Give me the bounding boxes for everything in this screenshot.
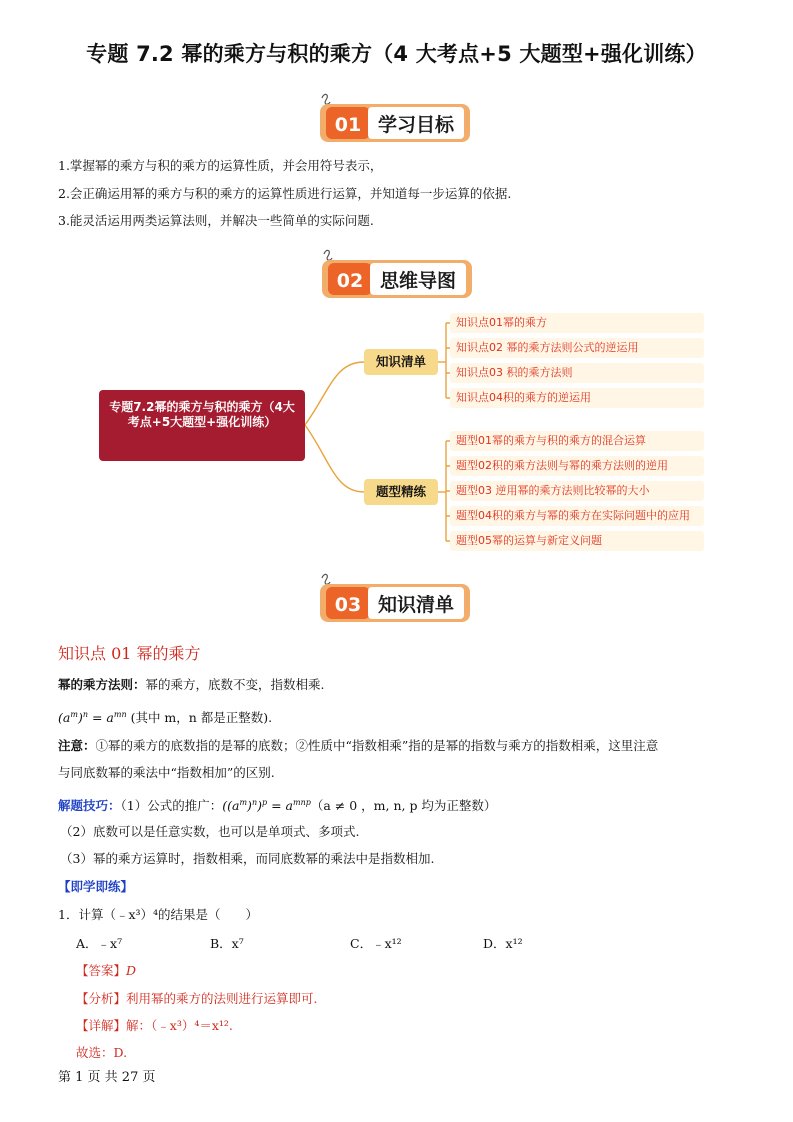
note-text: ①幂的乘方的底数指的是幂的底数；②性质中“指数相乘”指的是幂的指数与乘方的指数相乘，这里注意	[95, 738, 659, 753]
note-line-2: 与同底数幂的乘法中“指数相加”的区别.	[58, 765, 275, 780]
formula-line	[58, 707, 272, 726]
mindmap-branch-knowledge: 知识清单	[364, 349, 438, 375]
objective-2: 2.会正确运用幂的乘方与积的乘方的运算性质进行运算，并知道每一步运算的依据.	[58, 186, 512, 201]
section-label: 思维导图	[379, 270, 457, 292]
tip-label: 解题技巧：	[58, 798, 121, 814]
mindmap-item: 知识点03 积的乘方法则	[450, 363, 704, 383]
section-label: 知识清单	[377, 594, 455, 616]
section-number: 02	[336, 270, 364, 292]
question: 1．计算（﹣x³）⁴的结果是（ ）	[58, 907, 259, 922]
mindmap-item: 题型04积的乘方与幂的乘方在实际问题中的应用	[450, 506, 704, 526]
mindmap-item: 知识点01幂的乘方	[450, 313, 704, 333]
mindmap-item: 题型01幂的乘方与积的乘方的混合运算	[450, 431, 704, 451]
section-number: 03	[334, 594, 362, 616]
tip-condition: （a ≠ 0 ，m, n, p 均为正整数）	[310, 798, 497, 814]
mindmap-root: 专题7.2幂的乘方与积的乘方（4大考点+5大题型+强化训练）	[99, 390, 305, 461]
rule-text: 幂的乘方，底数不变，指数相乘.	[145, 677, 325, 692]
formula: $(a^m)^n = a^{mn}$	[58, 710, 127, 726]
objective-1: 1.掌握幂的乘方与积的乘方的运算性质，并会用符号表示，	[58, 158, 383, 173]
tip-line-1	[58, 795, 496, 814]
mindmap-item: 知识点04积的乘方的逆运用	[450, 388, 704, 408]
page-title: 专题 7.2 幂的乘方与积的乘方（4 大考点+5 大题型+强化训练）	[86, 42, 707, 66]
section-badge-03	[318, 570, 474, 624]
detail-label: 【详解】	[76, 1018, 127, 1033]
analysis-text: 利用幂的乘方的法则进行运算即可.	[126, 991, 318, 1006]
section-number: 01	[334, 114, 362, 136]
choose-line: 故选：D.	[76, 1045, 128, 1060]
tip-item-1: （1）公式的推广：	[120, 798, 223, 814]
detail-text: 解：（﹣x³）⁴＝x¹².	[126, 1018, 233, 1033]
detail-line	[76, 1018, 233, 1034]
mindmap-item: 题型02积的乘方法则与幂的乘方法则的逆用	[450, 456, 704, 476]
analysis-line	[76, 991, 318, 1007]
knowledge-heading: 知识点 01 幂的乘方	[58, 644, 201, 663]
tip-item-2: （2）底数可以是任意实数，也可以是单项式、多项式.	[60, 824, 360, 839]
section-badge-01	[318, 90, 474, 144]
section-badge-02	[320, 246, 476, 300]
rule-label: 幂的乘方法则：	[58, 677, 146, 692]
practice-heading: 【即学即练】	[58, 879, 134, 894]
answer-label: 【答案】	[76, 963, 127, 978]
option-b: B．x⁷	[210, 936, 244, 951]
mindmap-branch-practice: 题型精练	[364, 479, 438, 505]
mindmap-item: 题型03 逆用幂的乘方法则比较幂的大小	[450, 481, 704, 501]
option-c: C．﹣x¹²	[350, 936, 402, 951]
answer-line	[76, 963, 136, 979]
note-line-1	[58, 738, 658, 754]
tip-item-3: （3）幂的乘方运算时，指数相乘，而同底数幂的乘法中是指数相加.	[60, 851, 435, 866]
page-footer: 第 1 页 共 27 页	[58, 1070, 156, 1085]
option-a: A．﹣x⁷	[76, 936, 123, 951]
objective-3: 3.能灵活运用两类运算法则，并解决一些简单的实际问题.	[58, 213, 374, 228]
option-d: D．x¹²	[483, 936, 523, 951]
answer-value: D	[126, 963, 137, 978]
mindmap-item: 知识点02 幂的乘方法则公式的逆运用	[450, 338, 704, 358]
section-label: 学习目标	[377, 114, 455, 136]
tip-formula: $((a^m)^n)^p = a^{mnp}$	[222, 798, 311, 814]
analysis-label: 【分析】	[76, 991, 127, 1006]
note-label: 注意：	[58, 738, 96, 753]
formula-note: (其中 m，n 都是正整数).	[126, 710, 273, 726]
mindmap-item: 题型05幂的运算与新定义问题	[450, 531, 704, 551]
rule-line	[58, 677, 325, 693]
